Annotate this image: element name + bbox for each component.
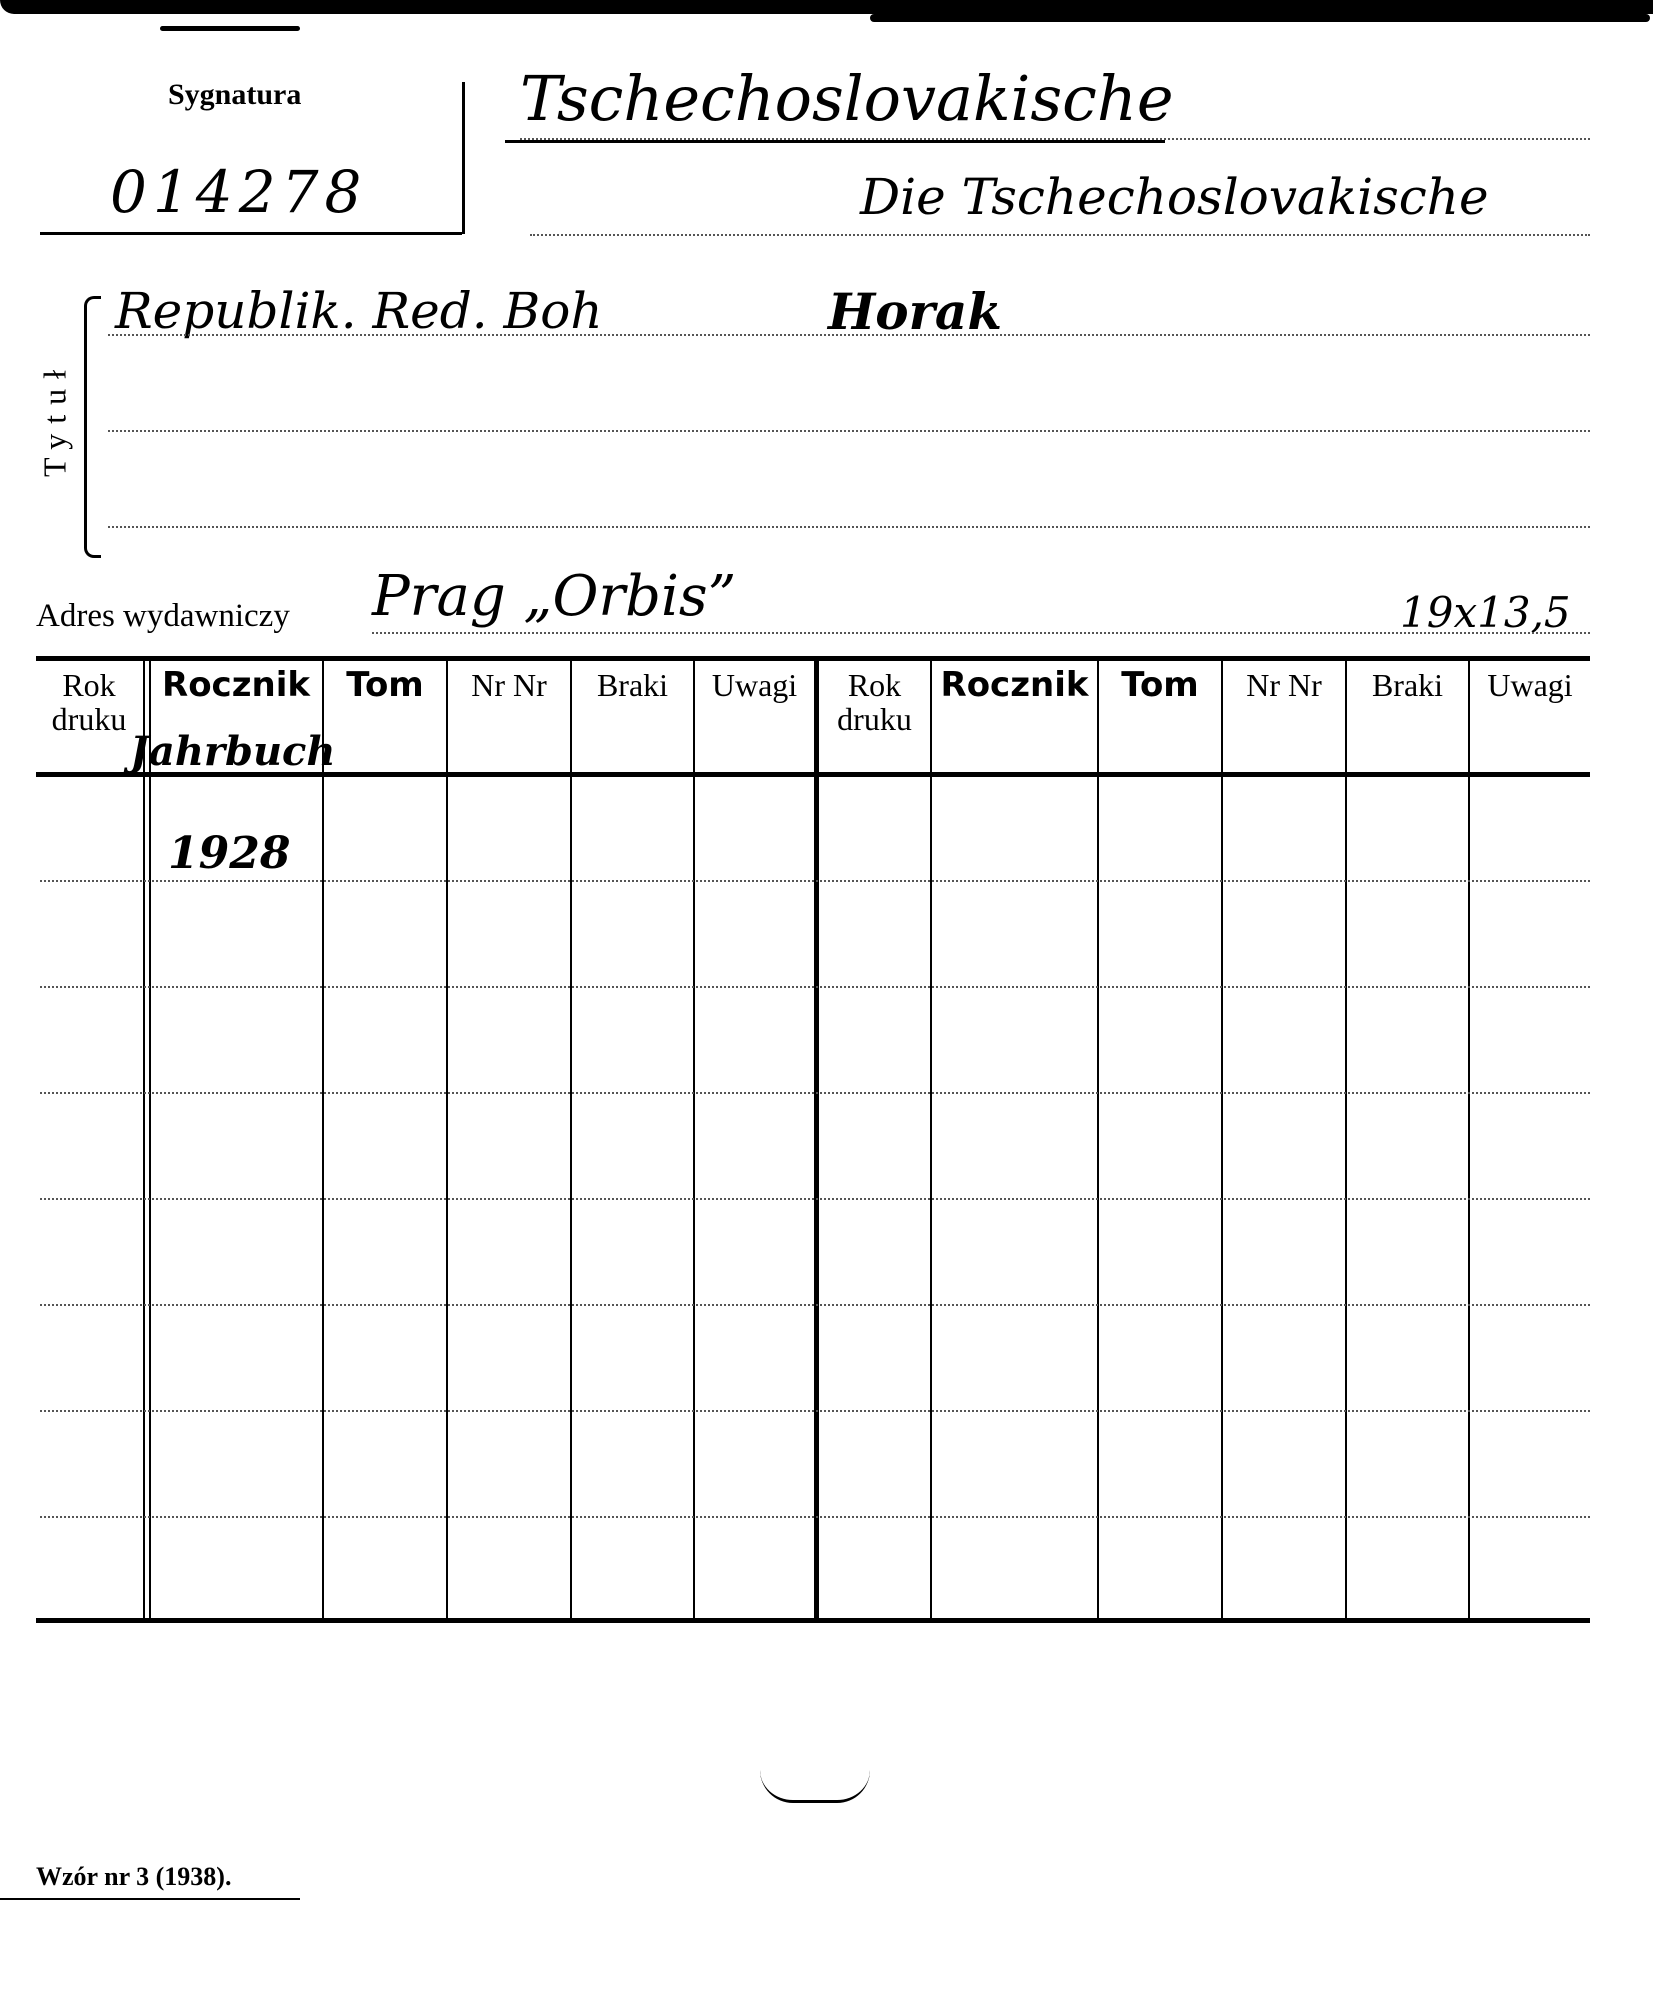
form-footer: Wzór nr 3 (1938). xyxy=(36,1862,232,1891)
row-line-2 xyxy=(40,986,1590,988)
title-dotted-line-1 xyxy=(520,138,1590,140)
header-left-braki: Braki xyxy=(596,667,669,703)
sygnatura-label: Sygnatura xyxy=(168,78,302,111)
col-line-3 xyxy=(446,660,448,1618)
footer-edge-line xyxy=(0,1898,300,1900)
sygnatura-divider xyxy=(462,82,465,234)
col-line-2 xyxy=(322,660,324,1618)
col-line-10 xyxy=(1345,660,1347,1618)
tytul-dotted-line-1 xyxy=(108,334,1590,336)
col-line-4 xyxy=(570,660,572,1618)
table-bottom-border xyxy=(36,1618,1590,1623)
col-line-center xyxy=(814,660,819,1618)
tytul-author: Horak xyxy=(828,282,1002,341)
tytul-dotted-line-3 xyxy=(108,526,1590,528)
title-line2: Die Tschechoslovakische xyxy=(860,168,1489,226)
row-line-1 xyxy=(40,880,1590,882)
header-left-rocznik: Rocznik xyxy=(162,665,310,705)
adres-value: Prag „Orbis” xyxy=(372,564,737,629)
header-right-tom: Tom xyxy=(1121,665,1199,705)
header-right-braki: Braki xyxy=(1371,667,1444,703)
scan-edge-top xyxy=(0,0,1653,14)
title-underline-handwritten xyxy=(505,140,1165,143)
tytul-dotted-line-2 xyxy=(108,430,1590,432)
col-line-5 xyxy=(693,660,695,1618)
tytul-label: Tytuł xyxy=(36,359,73,478)
title-dotted-line-2 xyxy=(530,234,1590,236)
col-line-1b xyxy=(149,660,151,1618)
table-top-border xyxy=(36,656,1590,661)
row-line-4 xyxy=(40,1198,1590,1200)
row-line-6 xyxy=(40,1410,1590,1412)
row-1-rocznik: 1928 xyxy=(168,828,291,879)
header-right-uwagi: Uwagi xyxy=(1487,667,1573,703)
rocznik-note: Jahrbuch xyxy=(130,728,336,775)
scan-mark-bottom xyxy=(760,1770,870,1803)
header-left-uwagi: Uwagi xyxy=(711,667,798,703)
header-left-tom: Tom xyxy=(346,665,424,705)
col-line-1a xyxy=(143,660,145,1618)
row-line-3 xyxy=(40,1092,1590,1094)
col-line-11 xyxy=(1468,660,1470,1618)
header-left-nrnr: Nr Nr xyxy=(471,667,547,703)
col-line-7 xyxy=(930,660,932,1618)
header-right-rocznik: Rocznik xyxy=(940,665,1089,705)
row-line-7 xyxy=(40,1516,1590,1518)
header-right-nrnr: Nr Nr xyxy=(1246,667,1322,703)
header-left-rok-druku: Rok druku xyxy=(51,667,127,737)
scan-edge-top-shadow-right xyxy=(870,14,1650,22)
sygnatura-value: 014278 xyxy=(110,158,368,226)
tytul-brace xyxy=(84,296,101,558)
header-right-rok-druku: Rok druku xyxy=(837,667,912,737)
sygnatura-underline xyxy=(40,232,462,235)
title-line1: Tschechoslovakische xyxy=(520,62,1174,135)
row-line-5 xyxy=(40,1304,1590,1306)
format-value: 19x13,5 xyxy=(1400,588,1571,637)
adres-dotted-line xyxy=(372,632,1590,634)
adres-label: Adres wydawniczy xyxy=(36,598,290,634)
col-line-8 xyxy=(1097,660,1099,1618)
scan-edge-top-shadow xyxy=(160,26,300,31)
col-line-9 xyxy=(1221,660,1223,1618)
tytul-line1: Republik. Red. Boh xyxy=(115,282,603,340)
